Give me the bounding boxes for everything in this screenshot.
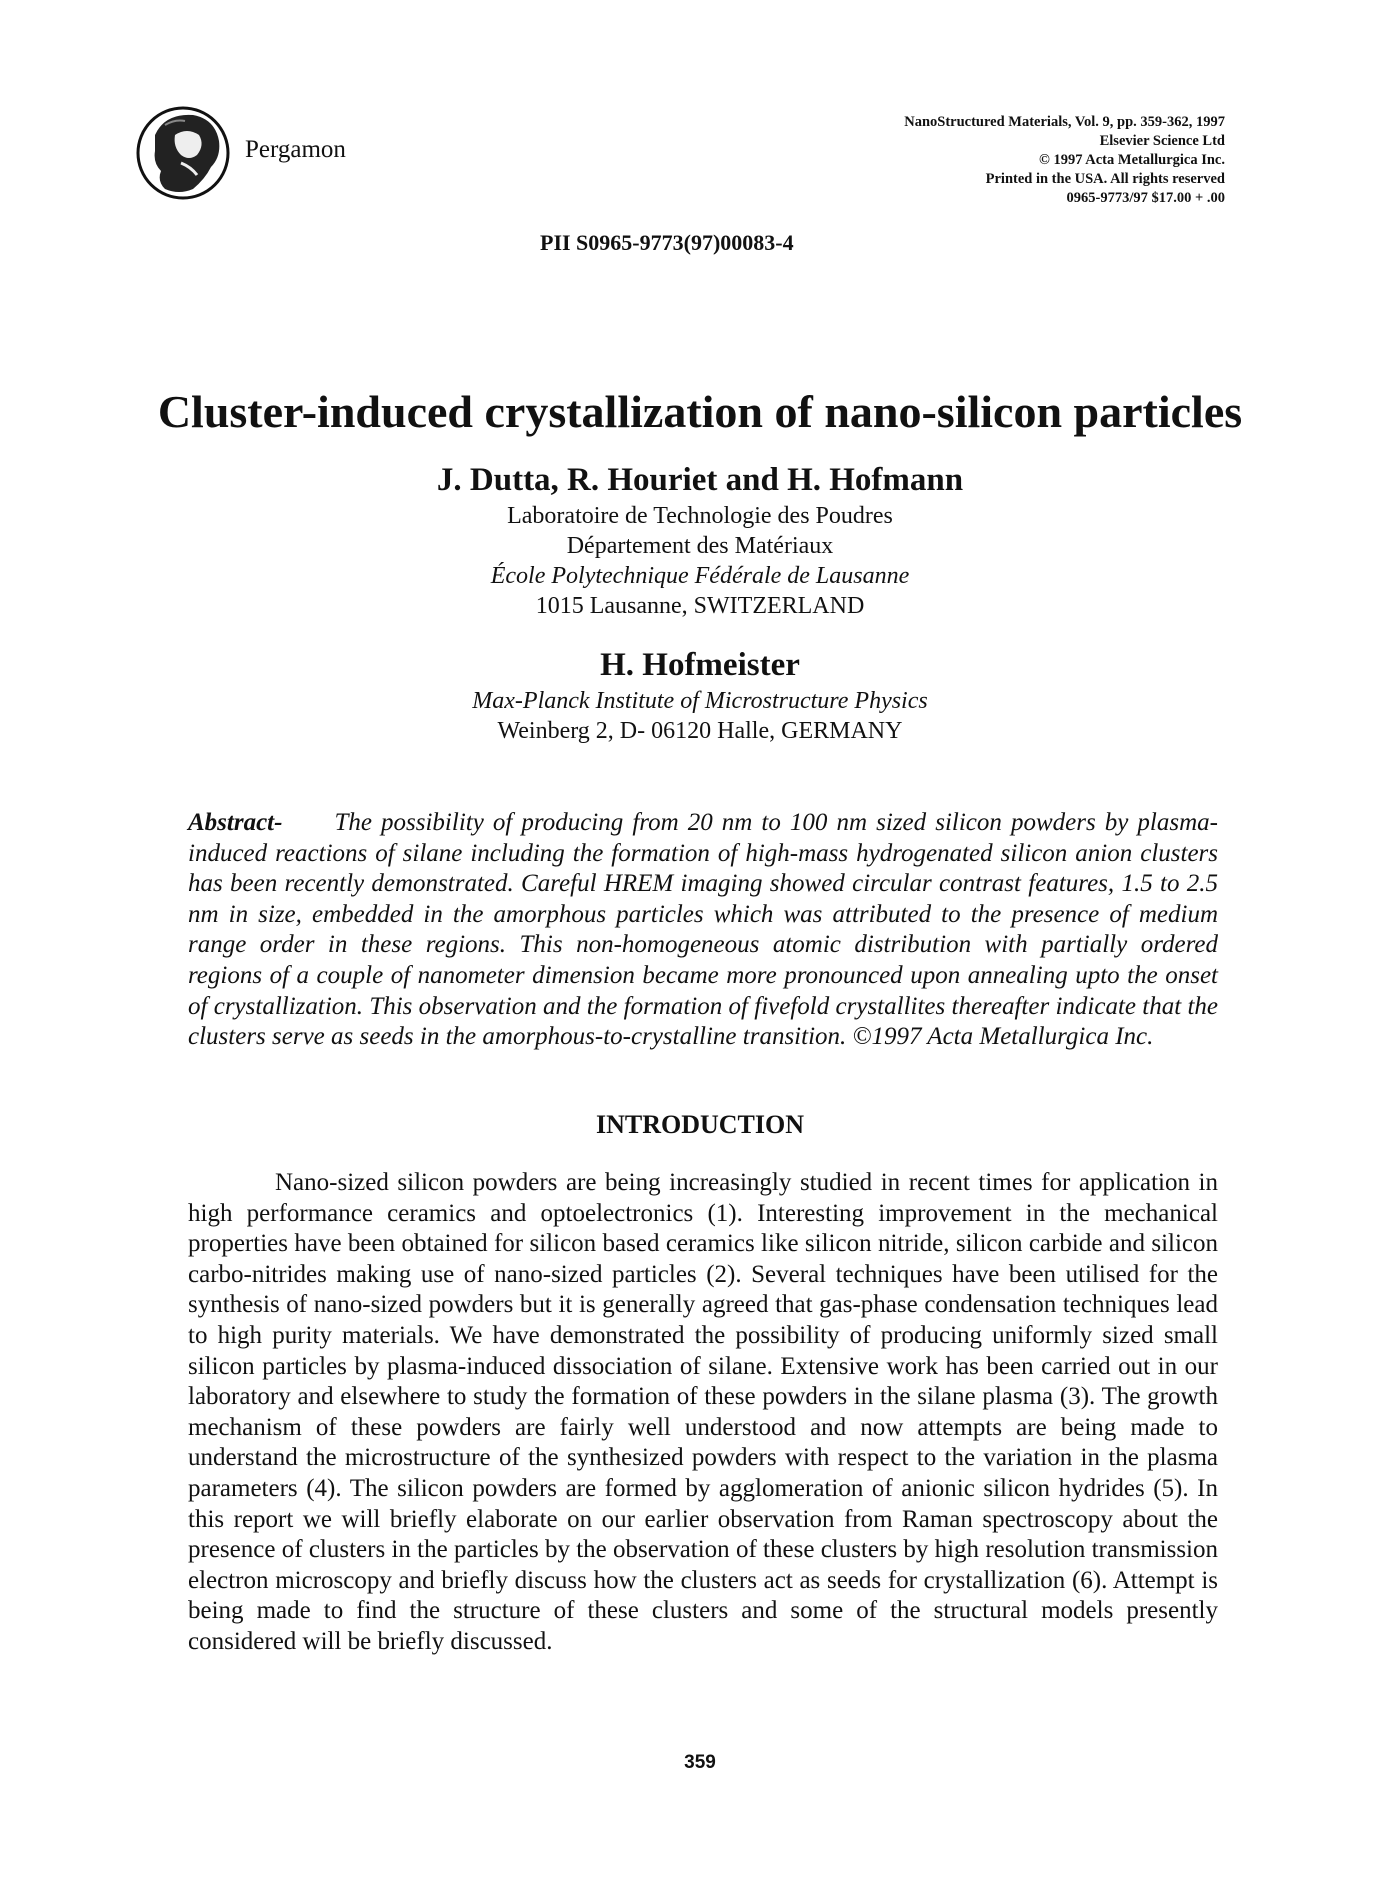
authors-secondary: H. Hofmeister [600,647,800,683]
publisher-name: Pergamon [245,136,346,163]
affiliation-secondary [0,686,1400,746]
journal-issn-price: 0965-9773/97 $17.00 + .00 [1066,190,1225,206]
article-title: Cluster-induced crystallization of nano-silicon particles [157,386,1243,437]
pergamon-logo-icon [135,105,237,201]
pii-identifier: PII S0965-9773(97)00083-4 [540,230,794,255]
authors-primary: J. Dutta, R. Houriet and H. Hofmann [436,462,964,498]
affiliation-address-2: Weinberg 2, D- 06120 Halle, GERMANY [497,718,903,744]
journal-printed: Printed in the USA. All rights reserved [985,171,1225,187]
journal-info [765,113,1225,208]
affiliation-institution: École Polytechnique Fédérale de Lausanne [490,563,910,589]
affiliation-department: Département des Matériaux [566,533,834,559]
journal-publisher: Elsevier Science Ltd [1099,133,1225,149]
affiliation-institute: Max-Planck Institute of Microstructure Physics [472,688,928,714]
affiliation-address: 1015 Lausanne, SWITZERLAND [535,593,865,619]
abstract-paragraph [188,808,1218,1053]
journal-citation: NanoStructured Materials, Vol. 9, pp. 359-362, 1997 [904,114,1225,130]
journal-copyright: © 1997 Acta Metallurgica Inc. [1038,152,1225,168]
affiliation-primary [0,501,1400,621]
introduction-paragraph: Nano-sized silicon powders are being increasingly studied in recent times for application in high performance ceramics and optoelectronics (1). Interesting improvement in the mechanical properties have been obtained for silicon based ceramics like silicon nitride, silicon carbide and silicon carbo-nitrides making use of nano-sized particles (2). Several techniques have been utilised for the synthesis of nano-sized powders but it is generally agreed that gas-phase condensation techniques lead to high purity materials. We have demonstrated the possibility of producing uniformly sized small silicon particles by plasma-induced dissociation of silane. Extensive work has been carried out in our laboratory and elsewhere to study the formation of these powders in the silane plasma (3). The growth mechanism of these powders are fairly well understood and now attempts are being made to understand the microstructure of the synthesized powders with respect to the variation in the plasma parameters (4). The silicon powders are formed by agglomeration of anionic silicon hydrides (5). In this report we will briefly elaborate on our earlier observation from Raman spectroscopy about the presence of clusters in the particles by the observation of these clusters by high resolution transmission electron microscopy and briefly discuss how the clusters act as seeds for crystallization (6). Attempt is being made to find the structure of these clusters and some of the structural models presently considered will be briefly discussed. [188,1169,1218,1655]
abstract-text: The possibility of producing from 20 nm to 100 nm sized silicon powders by plasma-induced reactions of silane including the formation of high-mass hydrogenated silicon anion clusters has been recently demonstrated. Careful HREM imaging showed circular contrast features, 1.5 to 2.5 nm in size, embedded in the amorphous particles which was attributed to the presence of medium range order in these regions. This non-homogeneous atomic distribution with partially ordered regions of a couple of nanometer dimension became more pronounced upon annealing upto the onset of crystallization. This observation and the formation of fivefold crystallites thereafter indicate that the clusters serve as seeds in the amorphous-to-crystalline transition. ©1997 Acta Metallurgica Inc. [188,809,1218,1051]
section-heading: INTRODUCTION [595,1110,805,1139]
page-number: 359 [684,1752,716,1773]
affiliation-lab: Laboratoire de Technologie des Poudres [507,503,893,529]
abstract-label: Abstract- [188,809,283,836]
